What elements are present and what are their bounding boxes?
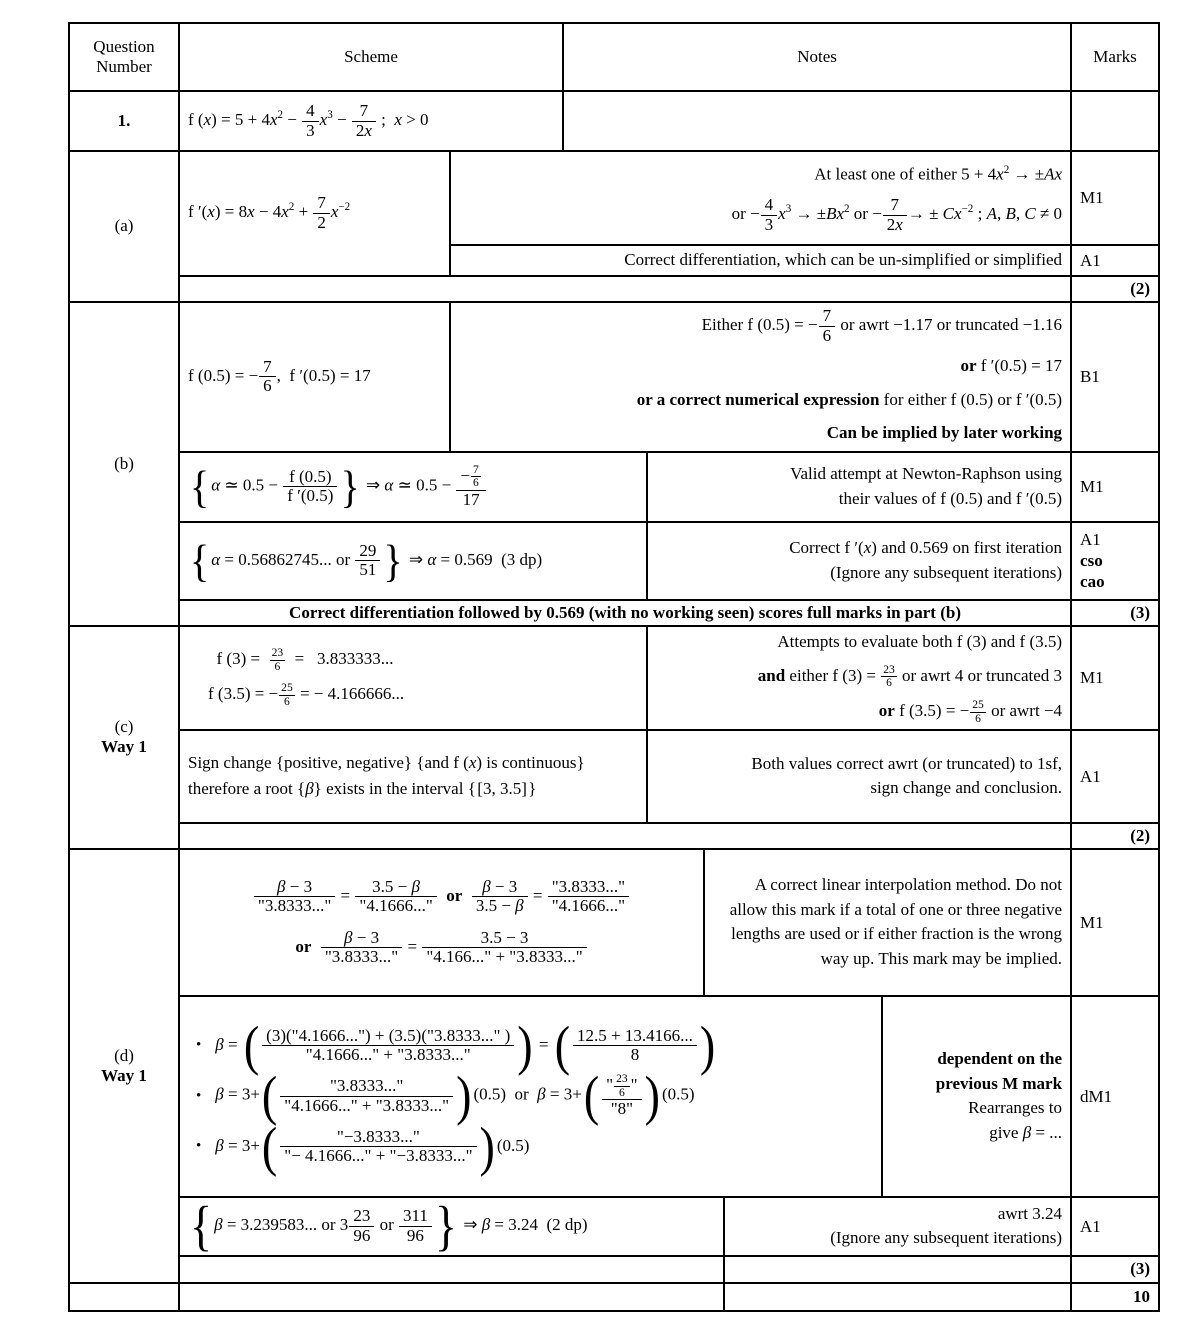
header-row (69, 23, 1159, 91)
part-b-iteration-marks: A1 cso cao (1071, 522, 1159, 600)
part-d-m1-scheme: $\frac{\beta - 3}{"3.8333..."}$ = $\frac{3.5 - \beta}{"4.1666..."}$ or $\frac{\beta - 3}{3.5 - \beta}$ = $\frac{"3.8333..."}{"4.1666..."}$ or $\frac{\beta - 3}{"3.8333..."}$ = $\frac{3.5 - 3}{"4.166..." + "3.8333..."}$ (179, 849, 704, 996)
part-b-scheme: f (0.5) = − $\frac{7}{6}$ , f ′(0.5) = 17 (179, 302, 450, 452)
question-stem-notes-empty (563, 91, 1071, 151)
part-d-a1-mark: A1 (1071, 1197, 1159, 1256)
part-c-m1-note: Attempts to evaluate both f (3) and f (3.5) and either f (3) = $\frac{23}{6}$ or awrt 4 or truncated 3 or f (3.5) = − $\frac{25}{6}$ or awrt −4 (647, 626, 1071, 730)
part-c-m1-scheme: f (3) = $\frac{23}{6}$ = 3.833333... f (3.5) = − $\frac{25}{6}$ = − 4.166666... (179, 626, 647, 730)
part-c-total-empty (179, 823, 1071, 849)
part-d-m1-mark: M1 (1071, 849, 1159, 996)
grand-total-empty-2 (724, 1283, 1071, 1311)
grand-total: 10 (1071, 1283, 1159, 1311)
part-d-total-row (69, 1256, 1159, 1283)
part-d-label: (d) Way 1 (69, 849, 179, 1283)
part-c-total-row (69, 823, 1159, 849)
part-b-iteration-note: Correct f ′(x) and 0.569 on first iteration (Ignore any subsequent iterations) (647, 522, 1071, 600)
part-d-dm1-mark: dM1 (1071, 996, 1159, 1197)
part-a-a1-note: Correct differentiation, which can be un-simplified or simplified (450, 245, 1071, 276)
part-c-m1-mark: M1 (1071, 626, 1159, 730)
part-c-m1-row (69, 626, 1159, 730)
part-a-total-row (69, 276, 1159, 302)
part-d-total: (3) (1071, 1256, 1159, 1283)
header-scheme: Scheme (179, 23, 563, 91)
part-d-m1-row (69, 849, 1159, 996)
part-a-total-empty (179, 276, 1071, 302)
header-notes: Notes (563, 23, 1071, 91)
grand-total-empty-q (69, 1283, 179, 1311)
part-b-label: (b) (69, 302, 179, 626)
part-d-a1-note: awrt 3.24 (Ignore any subsequent iterations) (724, 1197, 1071, 1256)
part-b-nr-mark: M1 (1071, 452, 1159, 522)
part-a-total: (2) (1071, 276, 1159, 302)
part-c-a1-mark: A1 (1071, 730, 1159, 823)
part-d-dm1-scheme: • β = ( $\frac{(3)("4.1666...") + (3.5)("3.8333..." )}{"4.1666..." + "3.8333..."}$ ) = ( $\frac{12.5 + 13.4166...}{8}$ ) • β = 3+( $\frac{"3.8333..."}{"4.1666..." + "3.8333..."}$ ) (0.5) or β = 3+( " $\frac{23}{6}$ " "8" ) (0.5) • β = 3+( $\frac{"-3.8333..."}{"- 4.1666..." + "-3.8333..."}$ ) (0.5) (179, 996, 882, 1197)
part-b-b1-row (69, 302, 1159, 452)
part-a-m1-row (69, 151, 1159, 245)
part-d-m1-note: A correct linear interpolation method. Do not allow this mark if a total of one or three negative lengths are used or if either fraction is the wrong way up. This mark may be implied. (704, 849, 1071, 996)
header-marks: Marks (1071, 23, 1159, 91)
part-a-label: (a) (69, 151, 179, 302)
part-b-fullmarks-note: Correct differentiation followed by 0.569 (with no working seen) scores full marks in part (b) (179, 600, 1071, 626)
part-d-dm1-note: dependent on the previous M mark Rearranges to give β = ... (882, 996, 1071, 1197)
part-d-dm1-row (69, 996, 1159, 1197)
part-c-a1-row (69, 730, 1159, 823)
part-c-a1-scheme: Sign change {positive, negative} {and f (x) is continuous} therefore a root {β} exists in the interval { [3, 3.5] } (179, 730, 647, 823)
question-number: 1. (69, 91, 179, 151)
grand-total-empty-1 (179, 1283, 724, 1311)
part-a-scheme: f $'(x) = 8x - 4x^2$ + $\frac{7}{2}$ $x^{-2}$ (179, 151, 450, 276)
part-b-iteration-scheme: { α = 0.56862745... or $\frac{29}{51}$ } ⇒ α = 0.569 (3 dp) (179, 522, 647, 600)
part-d-a1-row (69, 1197, 1159, 1256)
part-a-a1-mark: A1 (1071, 245, 1159, 276)
part-b-m1-row (69, 452, 1159, 522)
part-b-nr-note: Valid attempt at Newton-Raphson using their values of f (0.5) and f ′(0.5) (647, 452, 1071, 522)
header-question-number: Question Number (69, 23, 179, 91)
part-c-a1-note: Both values correct awrt (or truncated) to 1sf, sign change and conclusion. (647, 730, 1071, 823)
part-b-b1-note: Either f (0.5) = − $\frac{7}{6}$ or awrt −1.17 or truncated −1.16 or f ′(0.5) = 17 or a correct numerical expression for either f (0.5) or f ′(0.5) Can be implied by later working (450, 302, 1071, 452)
grand-total-row (69, 1283, 1159, 1311)
part-d-a1-scheme: { β = 3.239583... or 3 $\frac{23}{96}$ or $\frac{311}{96}$ } ⇒ β = 3.24 (2 dp) (179, 1197, 724, 1256)
question-stem-marks-empty (1071, 91, 1159, 151)
part-c-total: (2) (1071, 823, 1159, 849)
part-d-total-empty-1 (179, 1256, 724, 1283)
part-b-nr-scheme: { α ≃ 0.5 − $\frac{f (0.5)}{f '(0.5)}$ } ⇒ α ≃ 0.5 − − $\frac{7}{6}$ 17 (179, 452, 647, 522)
question-function: f $(x) = 5 + 4x^2$ − $\frac{4}{3}$ $x^3$ − $\frac{7}{2x}$ ; x > 0 (179, 91, 563, 151)
part-b-a1-row (69, 522, 1159, 600)
part-b-b1-mark: B1 (1071, 302, 1159, 452)
part-d-total-empty-2 (724, 1256, 1071, 1283)
part-a-m1-note: At least one of either $5 + 4x^2 \to \pm Ax$ or − $\frac{4}{3}$ $x^3 \to \pm Bx^2$ or − $\frac{7}{2x}$ → ± $Cx^{-2}$ ; A, B, C ≠ 0 (450, 151, 1071, 245)
part-c-label: (c) Way 1 (69, 626, 179, 849)
part-b-fullmarks-row (69, 600, 1159, 626)
part-a-m1-mark: M1 (1071, 151, 1159, 245)
mark-scheme-table (68, 22, 1160, 1312)
question-stem-row (69, 91, 1159, 151)
part-b-total: (3) (1071, 600, 1159, 626)
